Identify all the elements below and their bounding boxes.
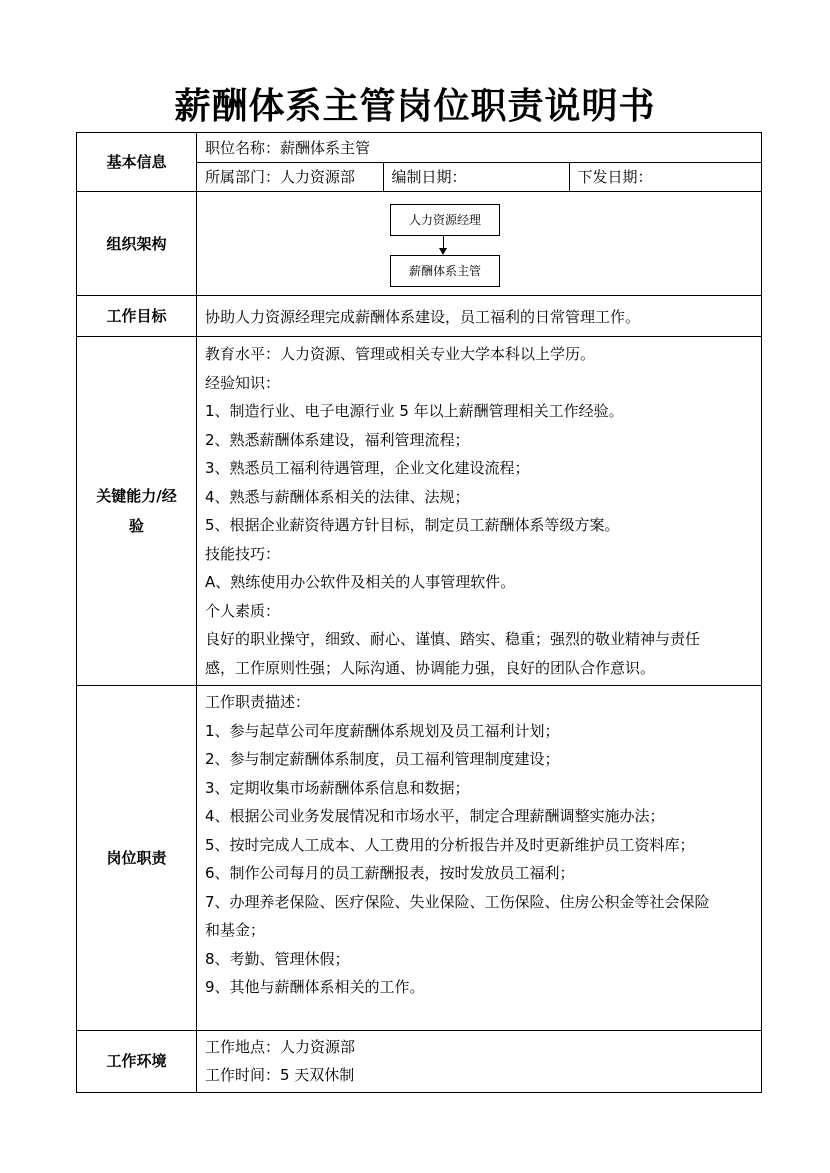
abilities-label-line1: 关键能力/经 [96,487,177,505]
org-label: 组织架构 [77,192,197,296]
goal-row [77,296,762,337]
goal-label: 工作目标 [77,296,197,337]
duties-content [197,686,762,1031]
duty-line: 工作职责描述： [205,693,311,711]
basic-info-label: 基本信息 [77,133,197,192]
ability-line: 良好的职业操守，细致、耐心、谨慎、踏实、稳重；强烈的敬业精神与责任 [205,630,701,648]
ability-line: A、熟练使用办公软件及相关的人事管理软件。 [205,573,516,591]
ability-line: 5、根据企业薪资待遇方针目标，制定员工薪酬体系等级方案。 [205,516,620,534]
duty-line: 6、制作公司每月的员工薪酬报表，按时发放员工福利； [205,864,575,882]
ability-line: 教育水平：人力资源、管理或相关专业大学本科以上学历。 [205,345,596,363]
page-title: 薪酬体系主管岗位职责说明书 [174,86,656,127]
ability-line: 技能技巧： [205,544,281,563]
ability-line: 经验知识： [205,373,281,392]
goal-text: 协助人力资源经理完成薪酬体系建设，员工福利的日常管理工作。 [197,296,762,337]
duties-row [77,686,762,1031]
org-row [77,192,762,296]
ability-line: 2、熟悉薪酬体系建设，福利管理流程； [205,430,470,449]
position-name: 职位名称：薪酬体系主管 [205,139,371,157]
abilities-label [77,337,197,686]
environment-row [77,1030,762,1092]
work-time: 工作时间：5 天双休制 [205,1066,355,1084]
duty-line: 3、定期收集市场薪酬体系信息和数据； [205,778,470,797]
ability-line: 个人素质： [205,601,281,620]
duty-line: 7、办理养老保险、医疗保险、失业保险、工伤保险、住房公积金等社会保险 [205,892,710,911]
abilities-label-line2: 验 [128,517,144,535]
abilities-content [197,337,762,686]
basic-info-inner [197,134,761,191]
ability-line: 4、熟悉与薪酬体系相关的法律、法规； [205,487,470,506]
abilities-row [77,337,762,686]
basic-info-row [77,133,762,192]
duty-line: 2、参与制定薪酬体系制度，员工福利管理制度建设； [205,750,560,768]
duty-line: 4、根据公司业务发展情况和市场水平，制定合理薪酬调整实施办法； [205,807,665,825]
duty-line: 和基金； [205,921,266,939]
duty-line: 1、参与起草公司年度薪酬体系规划及员工福利计划； [205,721,560,740]
issue-date: 下发日期： [569,162,761,191]
job-description-table [76,132,762,1093]
environment-content [197,1030,762,1092]
environment-label: 工作环境 [77,1030,197,1092]
ability-line: 1、制造行业、电子电源行业 5 年以上薪酬管理相关工作经验。 [205,402,624,420]
compile-date: 编制日期： [383,162,569,191]
duty-line: 9、其他与薪酬体系相关的工作。 [205,978,425,996]
duties-label: 岗位职责 [77,686,197,1031]
org-box-position: 薪酬体系主管 [390,255,500,287]
duty-line: 8、考勤、管理休假； [205,949,350,968]
ability-line: 3、熟悉员工福利待遇管理，企业文化建设流程； [205,459,530,477]
duty-line: 5、按时完成人工成本、人工费用的分析报告并及时更新维护员工资料库； [205,835,695,854]
department: 所属部门：人力资源部 [197,162,383,191]
org-chart [197,192,761,295]
ability-line: 感，工作原则性强；人际沟通、协调能力强，良好的团队合作意识。 [205,658,656,677]
org-box-manager: 人力资源经理 [390,204,500,236]
work-location: 工作地点：人力资源部 [205,1037,356,1056]
org-arrow-head-icon [439,248,447,255]
